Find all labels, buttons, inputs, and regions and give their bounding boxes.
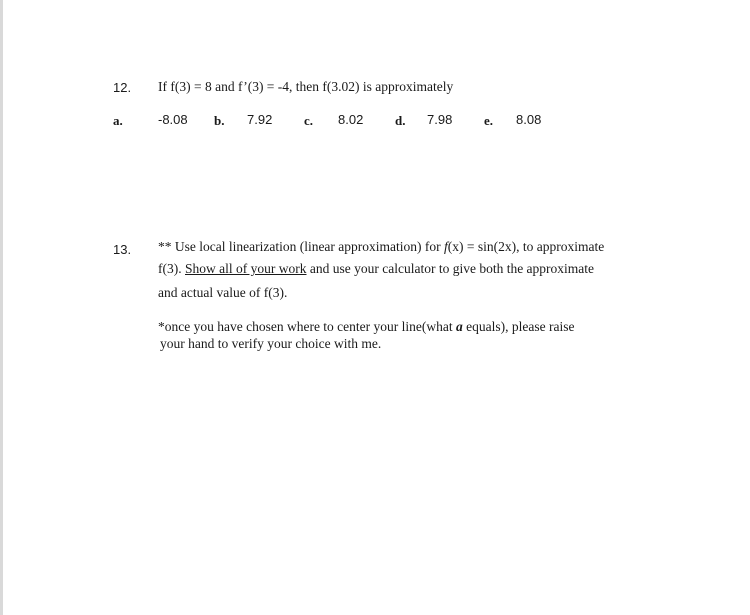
line-3-math: f(3) (263, 285, 284, 300)
line-1-prefix: ** Use local linearization (linear approximation) for (158, 239, 441, 254)
note-line-1-b: equals), please raise (466, 319, 575, 334)
option-c-letter: c. (304, 113, 314, 128)
question-13-line-1 (158, 239, 604, 255)
line-2-rest: and use your calculator to give both the approximate (306, 261, 595, 276)
option-d-value: 7.98 (427, 112, 453, 127)
page-left-edge (0, 0, 3, 615)
option-b-value: 7.92 (247, 112, 273, 127)
line-3-prefix: and actual value of (158, 285, 261, 300)
question-13-note-line-2: your hand to verify your choice with me. (160, 336, 382, 351)
line-3-suffix: . (283, 285, 288, 300)
option-b-letter: b. (214, 113, 225, 128)
option-e-value: 8.08 (516, 112, 542, 127)
line-2-math: f(3) (158, 261, 179, 276)
question-13-line-3 (158, 285, 287, 301)
line-1-suffix: , to approximate (516, 239, 605, 254)
option-a-value: -8.08 (158, 112, 188, 127)
question-13-line-2 (158, 261, 594, 277)
option-e-letter: e. (484, 113, 494, 128)
note-line-1-a: *once you have chosen where to center your line(what (158, 319, 453, 334)
question-13-number: 13. (113, 242, 132, 257)
line-1-math-f: f (444, 239, 448, 254)
show-work-underlined: Show all of your work (185, 261, 307, 276)
question-13-note-line-1 (158, 319, 574, 335)
question-12-stem: If f(3) = 8 and f’(3) = -4, then f(3.02) is approximately (158, 79, 454, 94)
line-1-math-rest: (x) = sin(2x) (447, 239, 517, 254)
option-a-letter: a. (113, 113, 123, 128)
line-2-sep: . (178, 261, 185, 276)
question-12-number: 12. (113, 80, 132, 95)
note-variable-a: a (456, 319, 463, 334)
option-c-value: 8.02 (338, 112, 364, 127)
option-d-letter: d. (395, 113, 406, 128)
